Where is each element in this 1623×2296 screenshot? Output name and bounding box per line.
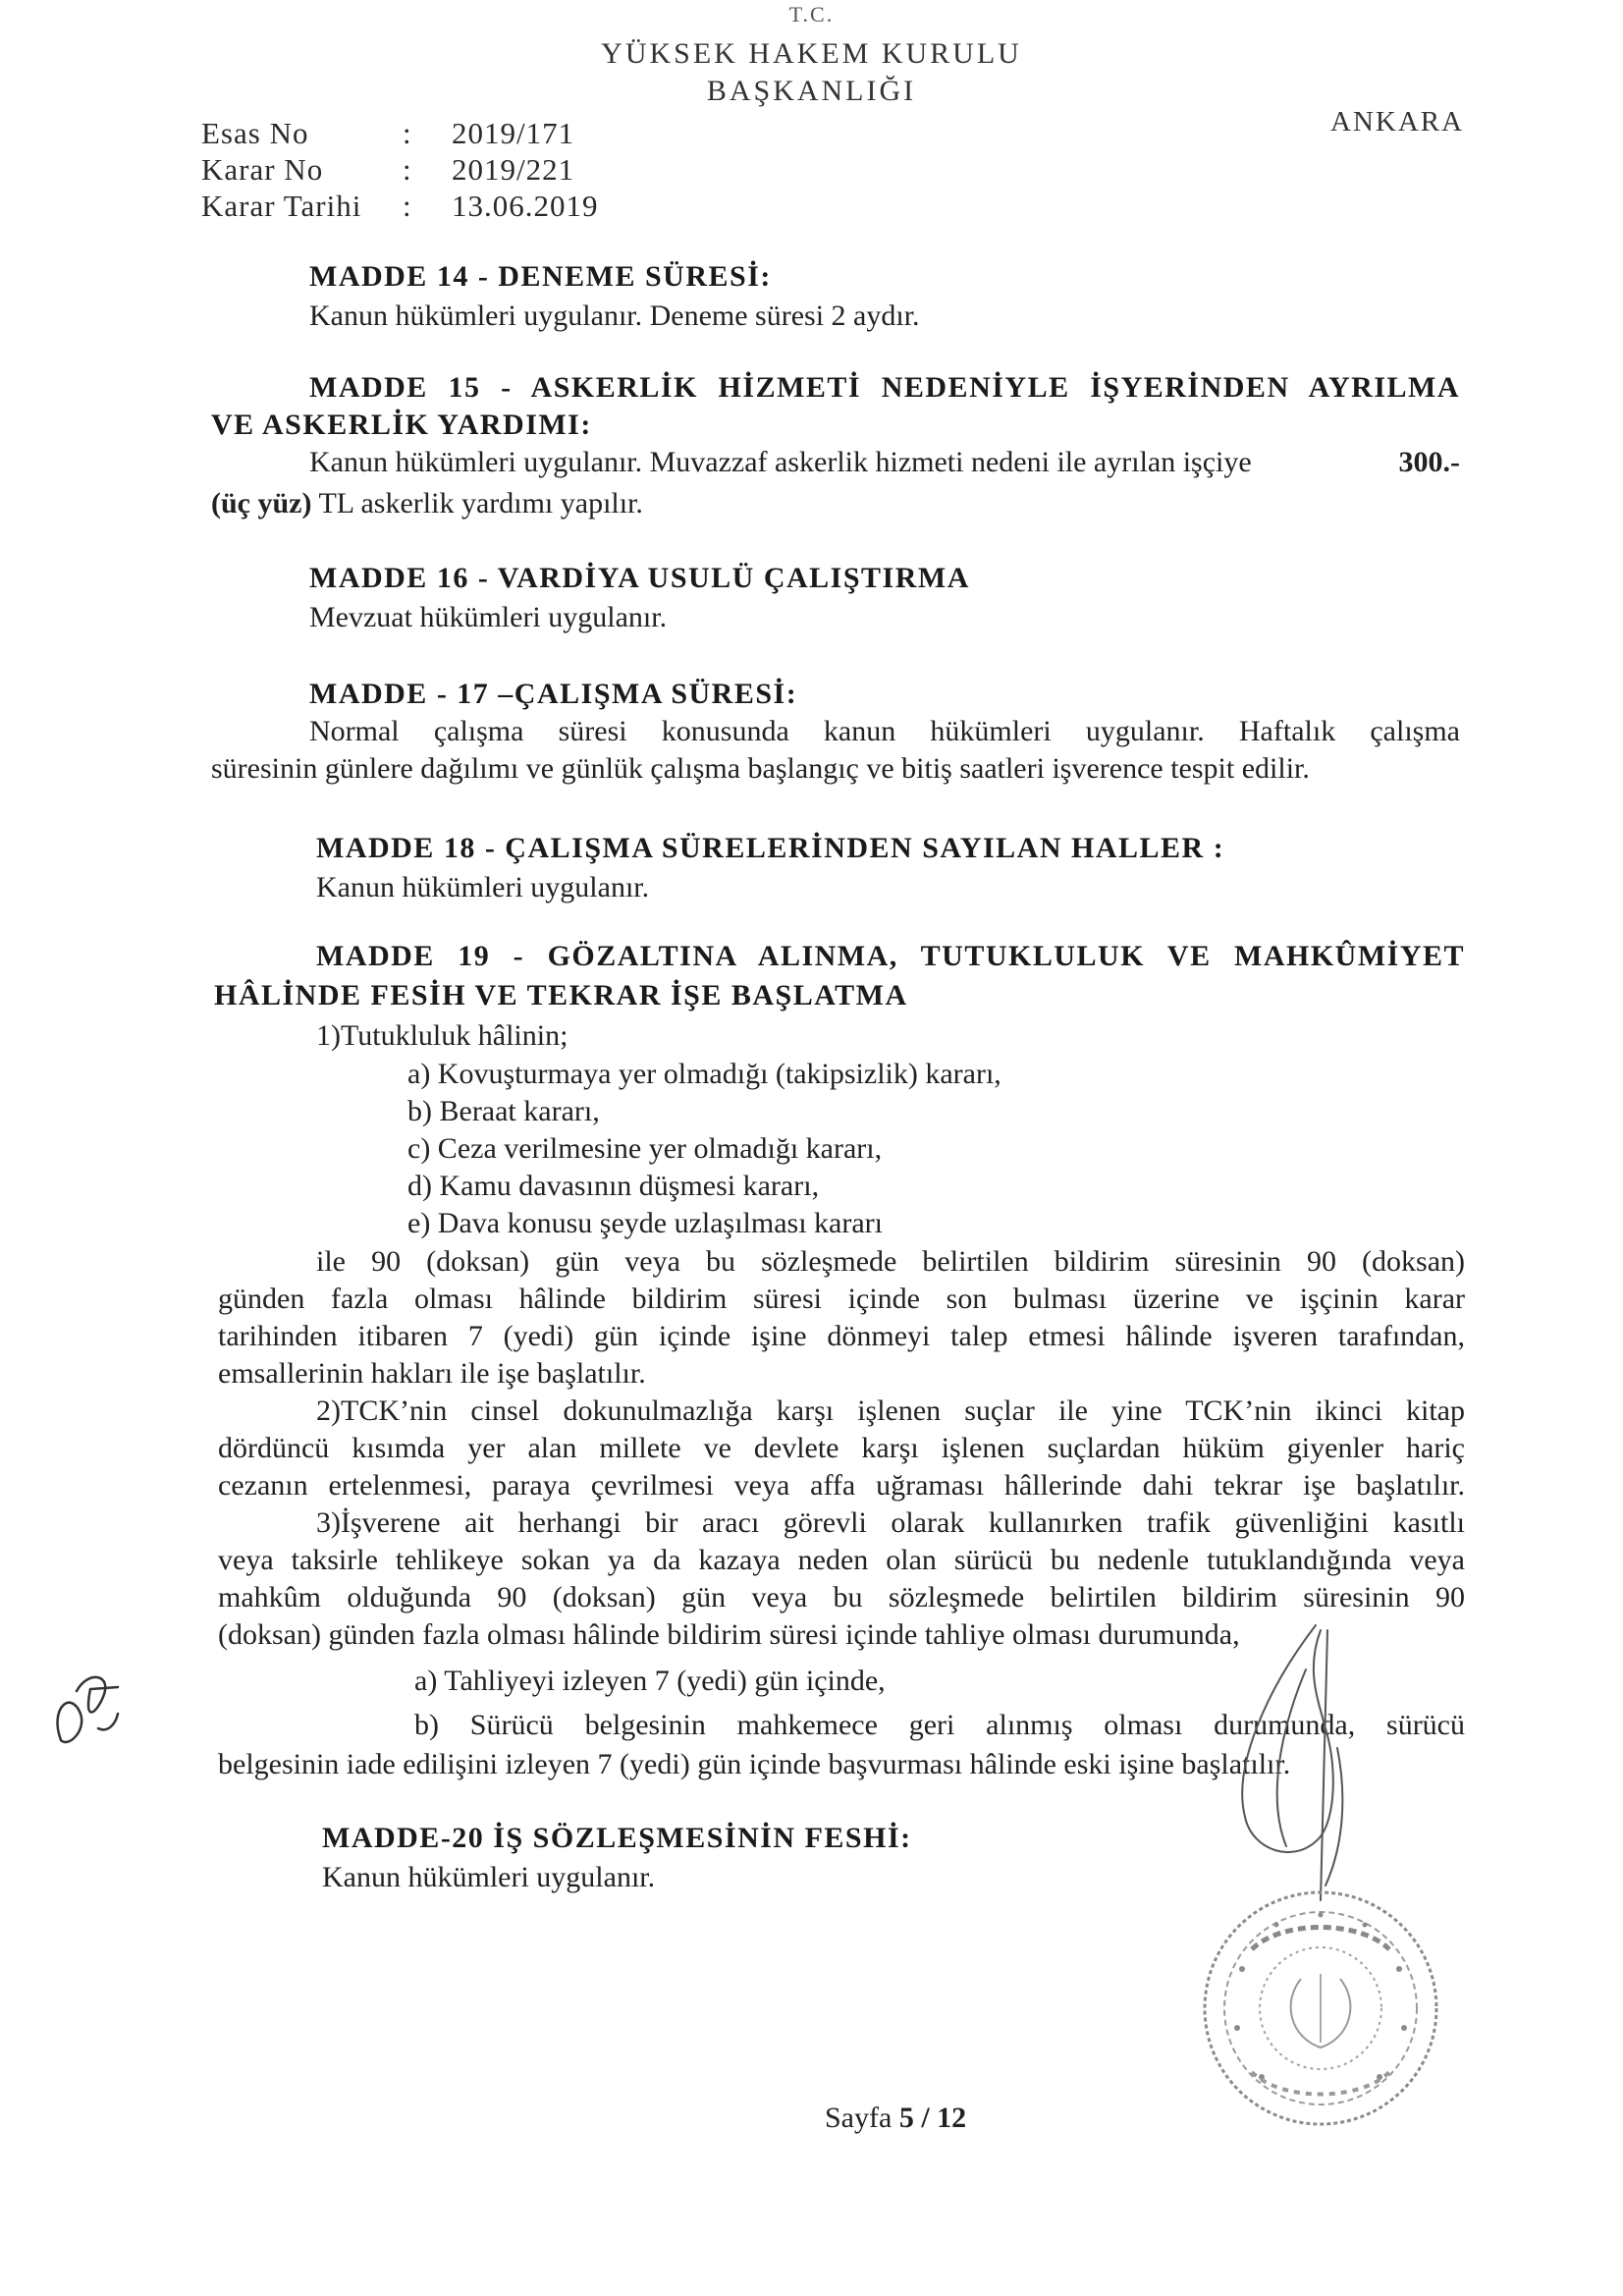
meta-label: Karar No [201,152,324,187]
page-number-value: 5 / 12 [898,2102,967,2134]
article-19-p2-line1: 2)TCK’nin cinsel dokunulmazlığa karşı işlenen suçlar ile yine TCK’nin ikinci kitap [316,1394,1465,1427]
article-16-text: Mevzuat hükümleri uygulanır. [309,601,668,633]
page-number [825,2102,966,2135]
article-15-amount-words: (üç yüz) [211,487,312,519]
article-15-amount: 300.- [1398,446,1460,478]
article-19-p3-item-b-line2: belgesinin iade edilişini izleyen 7 (yedi) gün içinde başvurması hâlinde eski işine başlatılır. [218,1748,1291,1780]
article-20-text: Kanun hükümleri uygulanır. [322,1861,656,1893]
article-18-text: Kanun hükümleri uygulanır. [316,871,650,903]
meta-separator: : [403,189,412,223]
article-20-title: MADDE-20 İŞ SÖZLEŞMESİNİN FESHİ: [322,1822,912,1854]
meta-value: 2019/221 [452,152,575,187]
header-city: ANKARA [1330,106,1465,137]
article-15-title-line2: VE ASKERLİK YARDIMI: [211,409,592,441]
article-19-p3-item-b-line1: b) Sürücü belgesinin mahkemece geri alınmış olması durumunda, sürücü [414,1709,1465,1741]
article-19-p3-line1: 3)İşverene ait herhangi bir aracı görevli olarak kullanırken trafik güvenliğini kasıtlı [316,1506,1465,1539]
article-19-p2-line2: dördüncü kısımda yer alan millete ve devlete karşı işlenen suçlardan hüküm giyenler hariç [218,1432,1465,1464]
meta-separator: : [403,116,412,150]
article-15-text: Kanun hükümleri uygulanır. Muvazzaf askerlik hizmeti nedeni ile ayrılan işçiye [309,446,1252,478]
article-18-title: MADDE 18 - ÇALIŞMA SÜRELERİNDEN SAYILAN HALLER : [316,832,1225,864]
article-19-p3-item-a: a) Tahliyeyi izleyen 7 (yedi) gün içinde, [414,1665,886,1697]
article-17-line2: süresinin günlere dağılımı ve günlük çalışma başlangıç ve bitiş saatleri işverence tespit edilir. [211,752,1310,785]
meta-karar-no [201,152,574,188]
header-institution: YÜKSEK HAKEM KURULU [601,37,1022,70]
article-15-line1 [309,446,1460,479]
meta-value: 13.06.2019 [452,189,599,223]
article-19-title-line2: HÂLİNDE FESİH VE TEKRAR İŞE BAŞLATMA [214,979,908,1011]
article-17-title: MADDE - 17 –ÇALIŞMA SÜRESİ: [309,678,798,710]
meta-separator: : [403,152,412,187]
article-19-p1-line3: tarihinden itibaren 7 (yedi) gün içinde işine dönmeyi talep etmesi hâlinde işveren tarafından, [218,1320,1465,1352]
article-15-text-end: TL askerlik yardımı yapılır. [318,487,643,519]
article-19-item-c: c) Ceza verilmesine yer olmadığı kararı, [407,1132,883,1165]
meta-esas-no [201,116,574,151]
article-19-item-d: d) Kamu davasının düşmesi kararı, [407,1170,820,1202]
article-14-text: Kanun hükümleri uygulanır. Deneme süresi 2 aydır. [309,300,920,332]
meta-karar-tarihi [201,189,599,224]
article-19-item-a: a) Kovuşturmaya yer olmadığı (takipsizlik) kararı, [407,1058,1001,1090]
page-number-prefix: Sayfa [825,2102,893,2134]
article-15-title-line1: MADDE 15 - ASKERLİK HİZMETİ NEDENİYLE İŞYERİNDEN AYRILMA [309,371,1460,404]
article-19-p1-line1: ile 90 (doksan) gün veya bu sözleşmede belirtilen bildirim süresinin 90 (doksan) [316,1245,1465,1278]
article-19-p1-intro: 1)Tutukluluk hâlinin; [316,1019,568,1052]
meta-value: 2019/171 [452,116,575,150]
article-19-p3-line4: (doksan) günden fazla olması hâlinde bildirim süresi içinde tahliye olması durumunda, [218,1618,1240,1651]
article-19-p1-line4: emsallerinin hakları ile işe başlatılır. [218,1357,646,1390]
meta-label: Esas No [201,116,309,150]
article-14-title: MADDE 14 - DENEME SÜRESİ: [309,260,772,293]
article-19-title-line1: MADDE 19 - GÖZALTINA ALINMA, TUTUKLULUK VE MAHKÛMİYET [316,940,1465,972]
official-seal [1205,1892,1436,2124]
article-16-title: MADDE 16 - VARDİYA USULÜ ÇALIŞTIRMA [309,562,970,594]
article-15-line2 [211,487,643,520]
header-department: BAŞKANLIĞI [706,75,917,107]
header-top-fragment: T.C. [788,2,835,27]
article-19-item-e: e) Dava konusu şeyde uzlaşılması kararı [407,1207,883,1239]
meta-label: Karar Tarihi [201,189,362,223]
handwritten-initials [58,1677,118,1742]
article-19-p3-line2: veya taksirle tehlikeye sokan ya da kazaya neden olan sürücü bu nedenle tutuklandığında veya [218,1544,1465,1576]
article-19-p1-line2: günden fazla olması hâlinde bildirim süresi içinde son bulması üzerine ve işçinin karar [218,1283,1465,1315]
article-19-p3-line3: mahkûm olduğunda 90 (doksan) gün veya bu sözleşmede belirtilen bildirim süresinin 90 [218,1581,1465,1613]
article-19-item-b: b) Beraat kararı, [407,1095,600,1127]
article-17-line1: Normal çalışma süresi konusunda kanun hükümleri uygulanır. Haftalık çalışma [309,715,1460,747]
article-19-p2-line3: cezanın ertelenmesi, paraya çevrilmesi veya affa uğraması hâllerinde dahi tekrar işe başlatılır. [218,1469,1465,1502]
